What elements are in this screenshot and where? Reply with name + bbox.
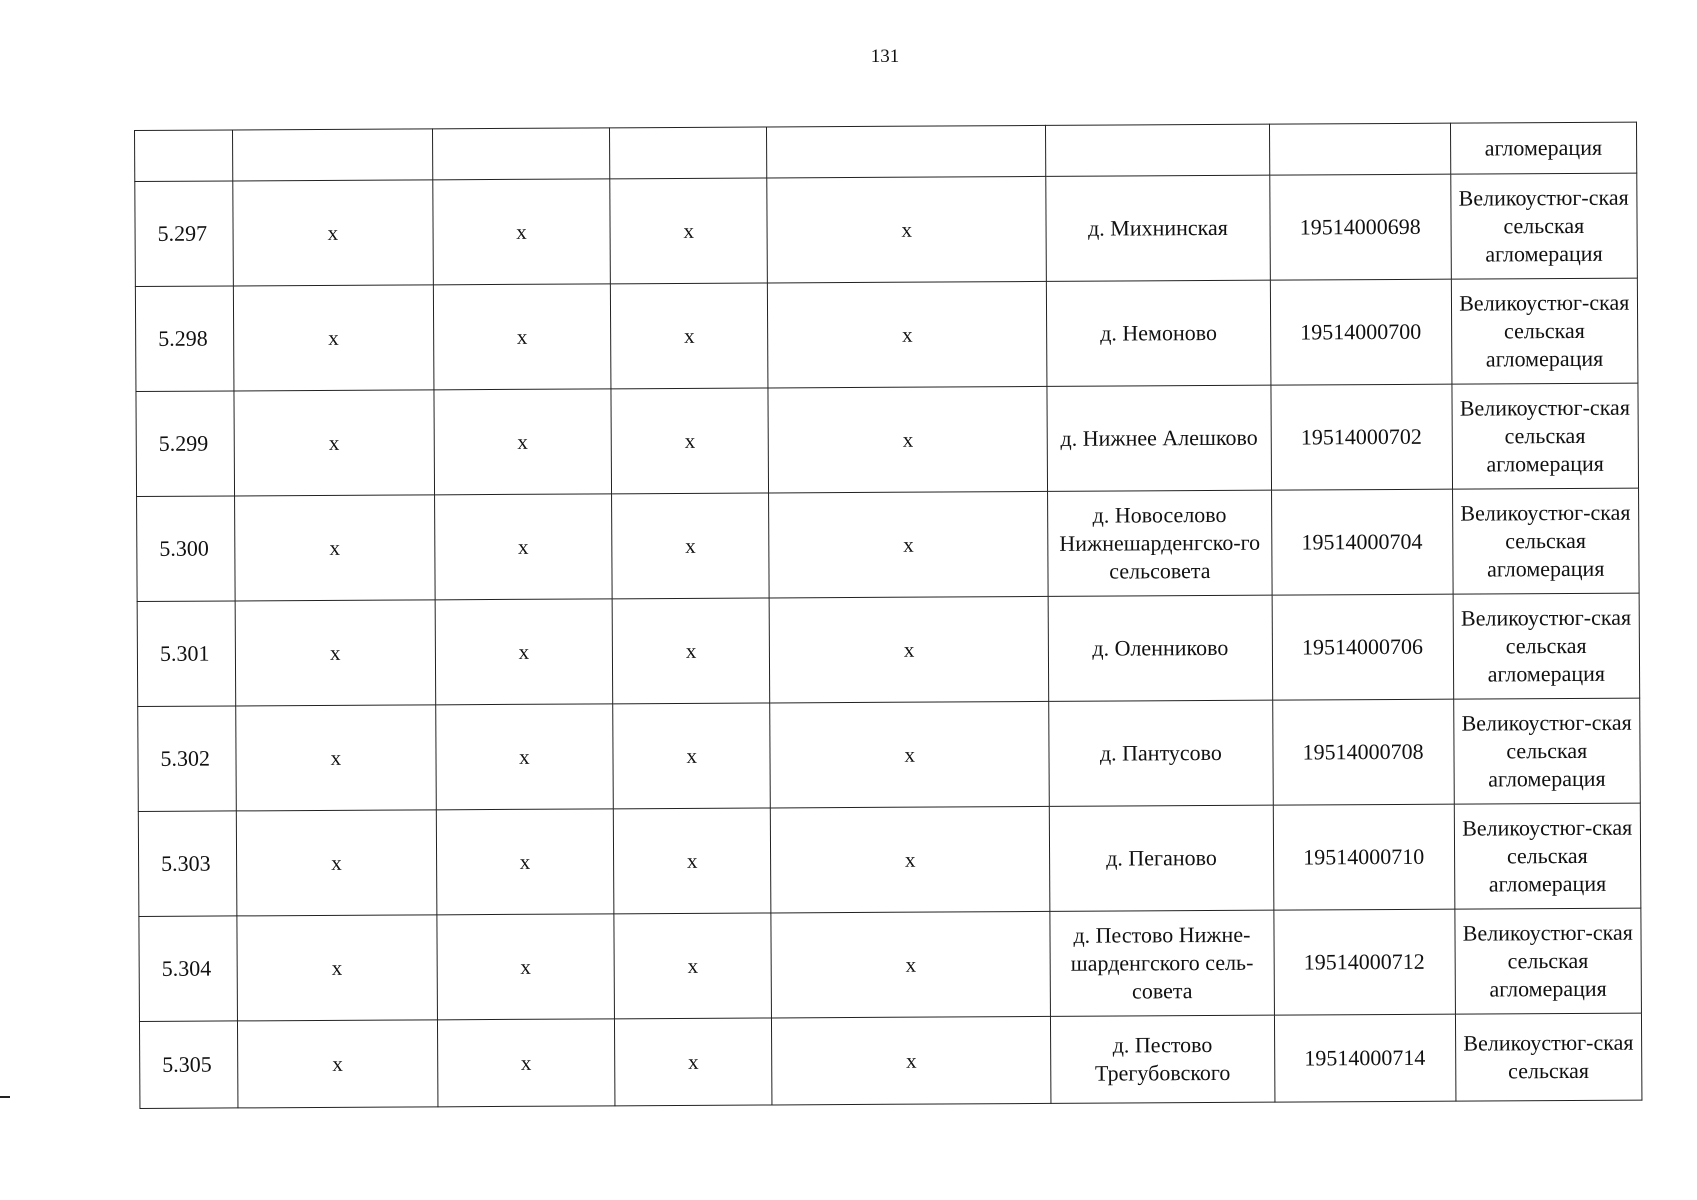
row-number: 5.297 [135,181,234,287]
agglomeration-cell: Великоустюг-ская сельская агломерация [1452,488,1639,594]
mark-cell: х [611,283,769,389]
row-number: 5.298 [135,286,234,392]
row-number: 5.303 [138,811,237,917]
row-number: 5.305 [139,1021,238,1109]
empty-cell [610,127,767,179]
continuation-row [135,122,1637,181]
mark-cell: х [770,701,1050,808]
settlement-name: д. Оленниково [1048,595,1272,701]
mark-cell: х [768,281,1048,388]
mark-cell: х [614,913,772,1019]
agglomeration-cell: Великоустюг-ская сельская [1455,1013,1642,1101]
mark-cell: х [771,911,1051,1018]
settlement-name: д. Пеганово [1049,805,1273,911]
oktmo-code: 19514000698 [1269,174,1451,280]
mark-cell: х [238,1020,438,1108]
mark-cell: х [610,178,768,284]
settlement-name: д. Михнинская [1046,175,1270,281]
page-number: 131 [870,46,900,67]
row-number: 5.300 [137,496,236,602]
mark-cell: х [767,176,1047,283]
mark-cell: х [433,284,611,390]
agglomeration-cell: Великоустюг-ская сельская агломерация [1454,803,1641,909]
oktmo-code: 19514000704 [1271,489,1453,595]
mark-cell: х [770,806,1050,913]
oktmo-code: 19514000700 [1270,279,1452,385]
table-row [137,488,1640,601]
mark-cell: х [436,914,614,1020]
mark-cell: х [769,596,1049,703]
mark-cell: х [432,179,610,285]
table-row [138,803,1641,916]
mark-cell: х [236,705,436,811]
mark-cell: х [437,1019,615,1107]
settlement-name: д. Пестово Трегубовского [1051,1015,1275,1103]
empty-cell [233,129,433,181]
mark-cell: х [612,598,770,704]
oktmo-code: 19514000712 [1273,909,1455,1015]
empty-cell [1269,123,1450,175]
empty-cell [767,125,1046,178]
mark-cell: х [236,810,436,916]
settlement-name: д. Пантусово [1049,700,1273,806]
mark-cell: х [768,386,1048,493]
settlement-name: д. Немоново [1047,280,1271,386]
table-row [135,173,1638,286]
table-row [139,908,1642,1021]
mark-cell: х [235,600,435,706]
agglomeration-cell: агломерация [1450,122,1637,174]
oktmo-code: 19514000710 [1273,804,1455,910]
mark-cell: х [769,491,1049,598]
row-number: 5.302 [138,706,237,812]
empty-cell [1046,124,1270,176]
mark-cell: х [237,915,437,1021]
settlement-name: д. Пестово Нижне-шарденгского сель-совета [1050,910,1274,1016]
mark-cell: х [434,494,612,600]
mark-cell: х [435,704,613,810]
mark-cell: х [611,388,769,494]
table-row [137,593,1640,706]
mark-cell: х [436,809,614,915]
empty-cell [135,130,233,182]
mark-cell: х [234,390,434,496]
table-row [138,698,1641,811]
table-row [136,383,1639,496]
oktmo-code: 19514000714 [1274,1014,1455,1102]
mark-cell: х [233,285,433,391]
mark-cell: х [233,180,433,286]
mark-cell: х [612,493,770,599]
row-number: 5.304 [139,916,238,1022]
table-row [135,278,1638,391]
mark-cell: х [434,389,612,495]
registry-table [134,122,1642,1109]
agglomeration-cell: Великоустюг-ская сельская агломерация [1453,593,1640,699]
oktmo-code: 19514000708 [1272,699,1454,805]
mark-cell: х [614,808,772,914]
agglomeration-cell: Великоустюг-ская сельская агломерация [1450,173,1637,279]
mark-cell: х [613,703,771,809]
scan-margin-mark [0,1096,10,1098]
mark-cell: х [235,495,435,601]
oktmo-code: 19514000706 [1272,594,1454,700]
row-number: 5.299 [136,391,235,497]
empty-cell [432,128,610,180]
agglomeration-cell: Великоустюг-ская сельская агломерация [1454,908,1641,1014]
agglomeration-cell: Великоустюг-ская сельская агломерация [1451,278,1638,384]
mark-cell: х [615,1018,772,1106]
row-number: 5.301 [137,601,236,707]
settlement-name: д. Новоселово Нижнешарденгско-го сельсовета [1048,490,1272,596]
table-row [139,1013,1641,1108]
mark-cell: х [435,599,613,705]
settlement-name: д. Нижнее Алешково [1047,385,1271,491]
agglomeration-cell: Великоустюг-ская сельская агломерация [1453,698,1640,804]
oktmo-code: 19514000702 [1271,384,1453,490]
registry-table-wrapper [134,122,1642,1109]
agglomeration-cell: Великоустюг-ская сельская агломерация [1452,383,1639,489]
mark-cell: х [772,1016,1052,1105]
